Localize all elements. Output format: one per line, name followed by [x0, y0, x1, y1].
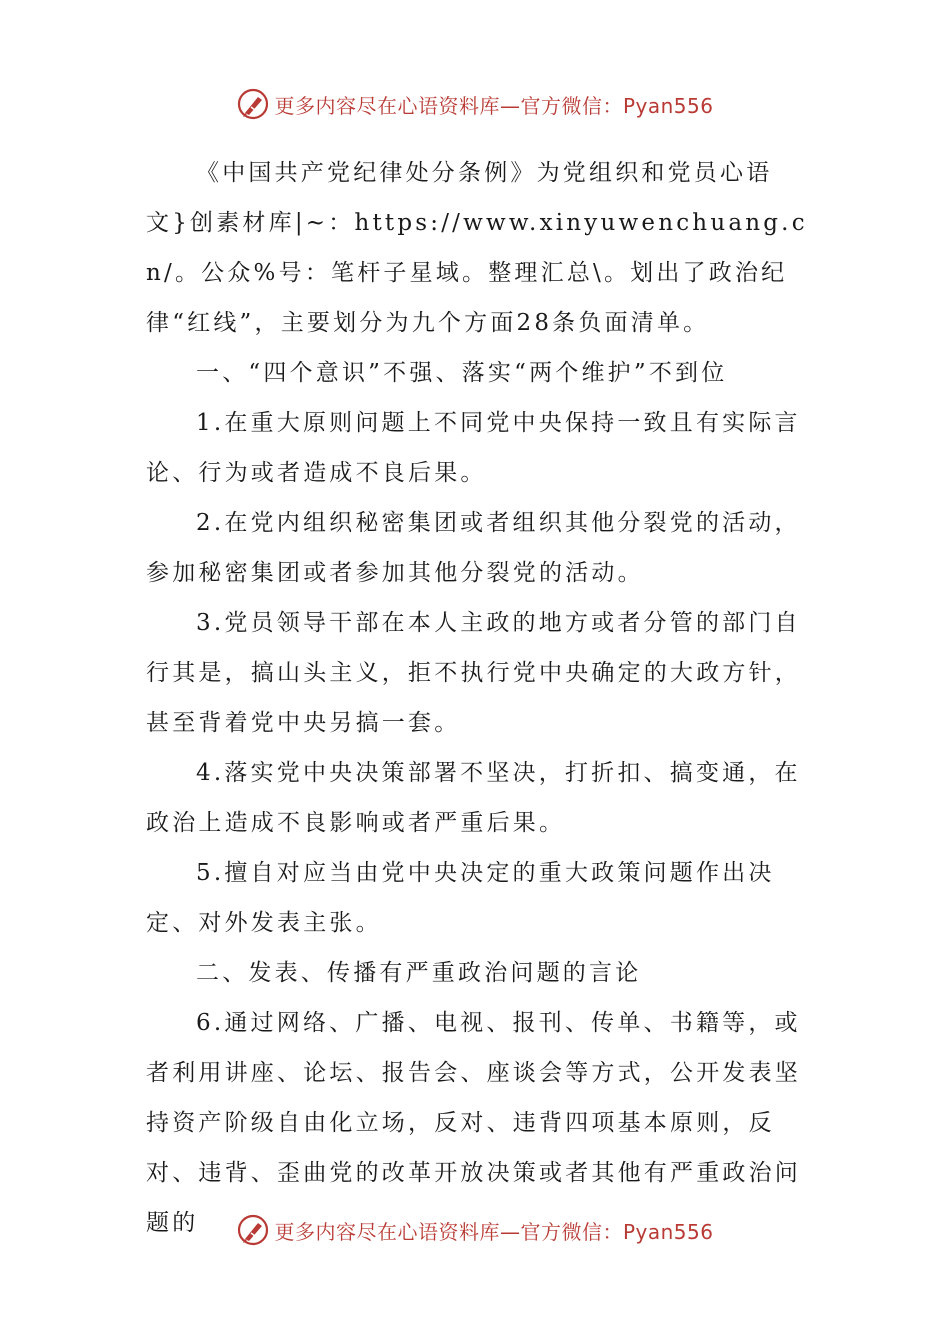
intro-paragraph: 《中国共产党纪律处分条例》为党组织和党员心语文}创素材库|~：https://www.xinyuwenchuang.cn/。公众%号：笔杆子星域。整理汇总\。划出了政治纪律“红线”，主要划分为九个方面28条负面清单。: [146, 160, 808, 336]
item-3: 3.党员领导干部在本人主政的地方或者分管的部门自行其是，搞山头主义，拒不执行党中央确定的大政方针，甚至背着党中央另搞一套。: [146, 610, 801, 736]
banner-text: 更多内容尽在心语资料库—官方微信：Pyan556: [274, 1219, 714, 1244]
banner-text: 更多内容尽在心语资料库—官方微信：Pyan556: [274, 93, 714, 118]
item-6: 6.通过网络、广播、电视、报刊、传单、书籍等，或者利用讲座、论坛、报告会、座谈会等方式，公开发表坚持资产阶级自由化立场，反对、违背四项基本原则，反对、违背、歪曲党的改革开放决策或者其他有严重政治问题的: [146, 1010, 801, 1236]
header-banner: [0, 84, 950, 124]
section-heading-2: 二、发表、传播有严重政治问题的言论: [196, 960, 642, 986]
footer-banner: [0, 1210, 950, 1250]
pen-nib-logo-icon: [236, 1213, 270, 1247]
item-4: 4.落实党中央决策部署不坚决，打折扣、搞变通，在政治上造成不良影响或者严重后果。: [146, 760, 801, 836]
item-5: 5.擅自对应当由党中央决定的重大政策问题作出决定、对外发表主张。: [146, 860, 775, 936]
item-2: 2.在党内组织秘密集团或者组织其他分裂党的活动，参加秘密集团或者参加其他分裂党的活动。: [146, 510, 801, 586]
item-1: 1.在重大原则问题上不同党中央保持一致且有实际言论、行为或者造成不良后果。: [146, 410, 801, 486]
pen-nib-logo-icon: [236, 87, 270, 121]
document-body: [146, 148, 816, 1248]
section-heading-1: 一、“四个意识”不强、落实“两个维护”不到位: [196, 360, 728, 386]
